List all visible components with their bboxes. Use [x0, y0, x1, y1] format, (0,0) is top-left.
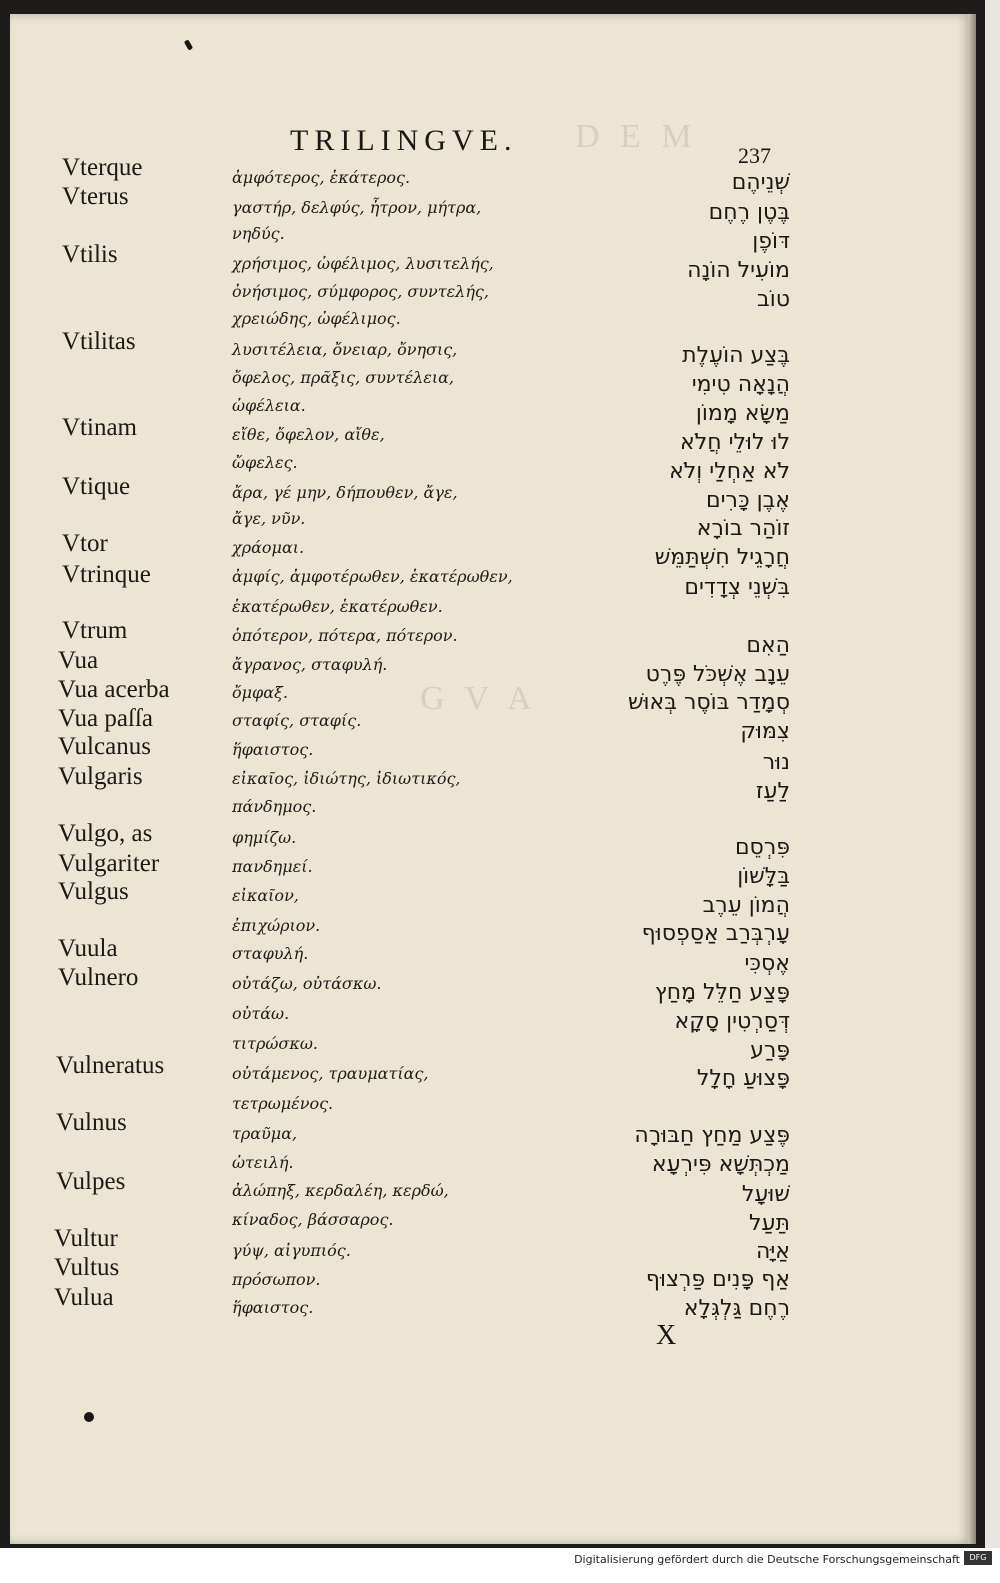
- greek-entry: οὐτάζω, οὐτάσκω.: [232, 974, 382, 993]
- greek-entry: κίναδος, βάσσαρος.: [232, 1210, 394, 1229]
- latin-entry: Vultur: [54, 1225, 118, 1252]
- book-page: [10, 14, 972, 1544]
- latin-entry: Vtrum: [62, 617, 128, 644]
- greek-entry: ἄρα, γέ μην, δήπουθεν, ἄγε,: [232, 483, 458, 502]
- greek-entry: πανδημεί.: [232, 857, 313, 876]
- greek-entry: χράομαι.: [232, 538, 305, 557]
- latin-entry: Vterus: [62, 183, 129, 210]
- signature-mark: X: [656, 1320, 677, 1351]
- dfg-logo: DFG: [964, 1551, 992, 1565]
- ink-speck: [84, 1412, 94, 1422]
- page-title: TRILINGVE.: [290, 124, 518, 157]
- greek-entry: ἀμφίς, ἀμφοτέρωθεν, ἑκατέρωθεν,: [232, 567, 513, 586]
- show-through-text: D E M: [575, 118, 698, 155]
- hebrew-entry: בֶּטֶן רֶחֶם: [708, 200, 790, 225]
- latin-entry: Vulpes: [56, 1168, 126, 1195]
- hebrew-entry: צִמּוּק: [740, 719, 790, 744]
- hebrew-entry: חֲרָגֵיל חִשְׁתַּמֵּשׁ: [654, 545, 790, 570]
- greek-entry: ἀλώπηξ, κερδαλέη, κερδώ,: [232, 1181, 449, 1200]
- latin-entry: Vtilitas: [62, 328, 136, 355]
- hebrew-entry: תַּעַל: [749, 1211, 790, 1236]
- hebrew-entry: זוֹהַר בוֹרָא: [696, 516, 790, 541]
- latin-entry: Vtinam: [62, 414, 137, 441]
- hebrew-entry: מַכְתְּשָׁא פִּירְעָא: [651, 1152, 790, 1177]
- greek-entry: γαστήρ, δελφύς, ἦτρον, μήτρα,: [232, 198, 482, 217]
- greek-entry: χρήσιμος, ὠφέλιμος, λυσιτελής,: [232, 254, 494, 273]
- hebrew-entry: סְמָדַר בּוֹסֶר בְּאוּשׁ: [627, 690, 790, 715]
- greek-entry: χρειώδης, ὠφέλιμος.: [232, 309, 401, 328]
- greek-entry: ὠφέλεια.: [232, 396, 306, 415]
- hebrew-entry: הֲמוֹן עֵרֶב: [702, 893, 790, 918]
- hebrew-entry: מַשָּׂא מָמוֹן: [695, 401, 790, 426]
- greek-entry: τετρωμένος.: [232, 1094, 334, 1113]
- hebrew-entry: פִּרְסֵם: [734, 835, 790, 860]
- hebrew-entry: הַאִם: [746, 633, 790, 658]
- hebrew-entry: לַעַז: [755, 779, 790, 804]
- latin-entry: Vulcanus: [58, 733, 151, 760]
- hebrew-entry: טוֹב: [757, 287, 790, 312]
- greek-entry: ἄγρανος, σταφυλή.: [232, 655, 388, 674]
- hebrew-entry: עֵנָב אֶשְׁכֹּל פֶּרֶט: [645, 662, 790, 687]
- greek-entry: ἐπιχώριον.: [232, 916, 321, 935]
- greek-entry: ὁπότερον, πότερα, πότερον.: [232, 626, 458, 645]
- greek-entry: οὐτάω.: [232, 1004, 290, 1023]
- greek-entry: ἥφαιστος.: [232, 740, 314, 759]
- hebrew-entry: דּוֹפֶן: [752, 229, 790, 254]
- page-number: 237: [738, 143, 771, 168]
- hebrew-entry: בַּלָּשׁוֹן: [737, 864, 790, 889]
- greek-entry: ὄμφαξ.: [232, 683, 288, 702]
- greek-entry: ὤφελες.: [232, 453, 298, 472]
- greek-entry: νηδύς.: [232, 224, 285, 243]
- page-edge: [968, 14, 976, 1544]
- greek-entry: ἥφαιστος.: [232, 1298, 314, 1317]
- latin-entry: Vtilis: [62, 241, 118, 268]
- hebrew-entry: אַיָּה: [756, 1239, 790, 1264]
- latin-entry: Vterque: [62, 154, 143, 181]
- funding-credit: Digitalisierung gefördert durch die Deutsche Forschungsgemeinschaft: [574, 1553, 960, 1566]
- latin-entry: Vulnero: [58, 964, 139, 991]
- latin-entry: Vua acerba: [58, 676, 170, 703]
- greek-entry: γύψ, αἰγυπιός.: [232, 1241, 351, 1260]
- hebrew-entry: פָּרַע: [750, 1038, 790, 1063]
- hebrew-entry: רֶחֶם גַּלְגְּלָא: [683, 1296, 790, 1321]
- latin-entry: Vulgariter: [58, 850, 160, 877]
- hebrew-entry: הֲנָאָה טִימִי: [691, 372, 790, 397]
- latin-entry: Vuula: [58, 935, 118, 962]
- hebrew-entry: עָרְבְּרַב אַסַפְסוּף: [641, 921, 790, 946]
- greek-entry: εἰκαῖος, ἰδιώτης, ἰδιωτικός,: [232, 769, 461, 788]
- greek-entry: σταφίς, σταφίς.: [232, 711, 362, 730]
- latin-entry: Vulua: [54, 1284, 114, 1311]
- hebrew-entry: דְּסַרְטִין סָקָא: [674, 1009, 790, 1034]
- hebrew-entry: בֶּצַע הוֹעֶלֶת: [682, 343, 790, 368]
- hebrew-entry: אֶסְכִּי: [744, 951, 790, 976]
- greek-entry: λυσιτέλεια, ὄνειαρ, ὄνησις,: [232, 340, 458, 359]
- hebrew-entry: פָּצוּעַ חָלָל: [696, 1066, 790, 1091]
- latin-entry: Vtor: [62, 530, 108, 557]
- greek-entry: ὄφελος, πρᾶξις, συντέλεια,: [232, 368, 454, 387]
- latin-entry: Vua: [58, 647, 99, 674]
- latin-entry: Vultus: [54, 1254, 120, 1281]
- greek-entry: ὀνήσιμος, σύμφορος, συντελής,: [232, 282, 489, 301]
- greek-entry: τραῦμα,: [232, 1124, 298, 1143]
- greek-entry: οὐτάμενος, τραυματίας,: [232, 1064, 429, 1083]
- greek-entry: τιτρώσκω.: [232, 1034, 318, 1053]
- hebrew-entry: בִּשְׁנֵי צְדָדִים: [684, 575, 790, 600]
- hebrew-entry: שׁוּעָל: [741, 1182, 790, 1207]
- greek-entry: ἄγε, νῦν.: [232, 509, 306, 528]
- hebrew-entry: פֶּצַע מַחַץ חַבּוּרָה: [634, 1123, 790, 1148]
- hebrew-entry: מוֹעִיל הוֹנָה: [687, 258, 790, 283]
- greek-entry: ἑκατέρωθεν, ἑκατέρωθεν.: [232, 597, 443, 616]
- latin-entry: Vulgo, as: [58, 820, 153, 847]
- greek-entry: πάνδημος.: [232, 797, 317, 816]
- latin-entry: Vulneratus: [56, 1052, 165, 1079]
- hebrew-entry: פָּצַע חַלֵּל מָחַץ: [654, 980, 790, 1005]
- latin-entry: Vulnus: [56, 1109, 127, 1136]
- hebrew-entry: נוּר: [762, 750, 790, 775]
- greek-entry: σταφυλή.: [232, 944, 309, 963]
- greek-entry: ὠτειλή.: [232, 1153, 294, 1172]
- latin-entry: Vua paſſa: [58, 705, 153, 732]
- hebrew-entry: שְׁנֵיהֶם: [731, 170, 790, 195]
- hebrew-entry: לוּ לוּלֵי חֲלֹא: [680, 430, 790, 455]
- latin-entry: Vtrinque: [62, 561, 151, 588]
- greek-entry: φημίζω.: [232, 828, 297, 847]
- hebrew-entry: אַף פָּנִים פַּרְצוּף: [645, 1267, 790, 1292]
- greek-entry: πρόσωπον.: [232, 1270, 321, 1289]
- show-through-text: G V A: [420, 680, 538, 717]
- hebrew-entry: אֶבֶן כָּרִים: [706, 488, 790, 513]
- latin-entry: Vtique: [62, 473, 131, 500]
- hebrew-entry: לֹא אַחְלַי וְלֹא: [669, 459, 790, 484]
- latin-entry: Vulgus: [58, 878, 129, 905]
- latin-entry: Vulgaris: [58, 763, 143, 790]
- greek-entry: εἰκαῖον,: [232, 886, 299, 905]
- greek-entry: εἴθε, ὄφελον, αἴθε,: [232, 425, 385, 444]
- greek-entry: ἀμφότερος, ἑκάτερος.: [232, 168, 411, 187]
